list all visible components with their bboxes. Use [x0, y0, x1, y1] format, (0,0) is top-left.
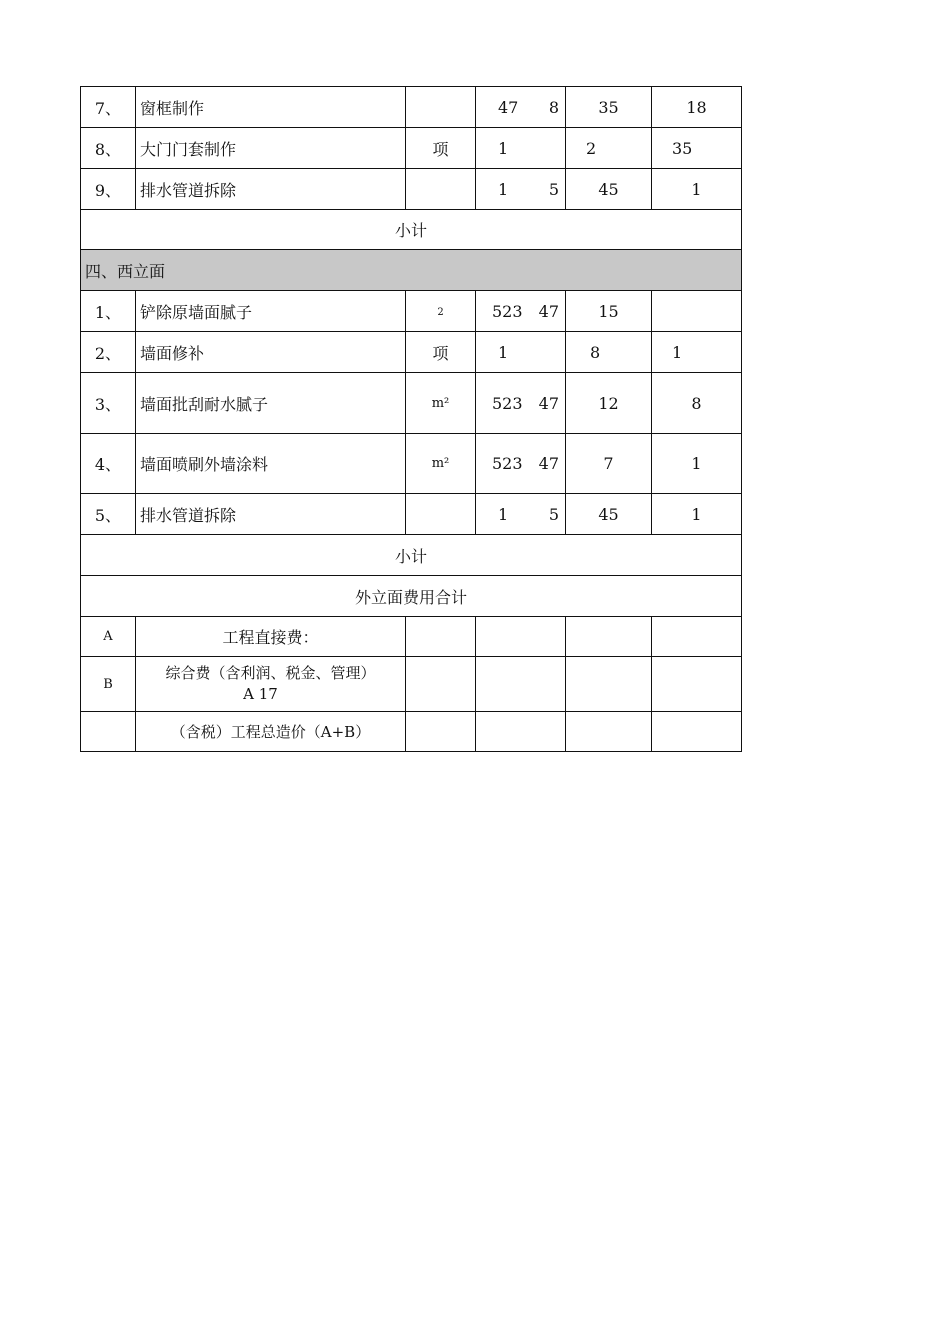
qty-int: 523: [492, 301, 523, 321]
item-name: 铲除原墙面腻子: [136, 291, 406, 332]
item-quantity: [476, 87, 566, 128]
item-unit: [406, 494, 476, 535]
summary-label: （含税）工程总造价（A+B）: [136, 712, 406, 752]
unit-price: 8: [566, 332, 652, 373]
line-total: 8: [652, 373, 742, 434]
qty-int: 523: [492, 393, 523, 413]
item-unit: [406, 291, 476, 332]
summary-cell: [566, 617, 652, 657]
line-total: 35: [652, 128, 742, 169]
unit-price: 45: [566, 494, 652, 535]
summary-letter: [81, 712, 136, 752]
row-index: 9、: [81, 169, 136, 210]
row-index: 4、: [81, 434, 136, 494]
summary-letter: A: [81, 617, 136, 657]
item-name: 窗框制作: [136, 87, 406, 128]
item-name: 墙面批刮耐水腻子: [136, 373, 406, 434]
qty-frac: 47: [538, 393, 559, 413]
qty-frac: 8: [548, 97, 559, 117]
summary-letter: B: [81, 657, 136, 712]
subtotal-row: [81, 535, 742, 576]
unit-price: 35: [566, 87, 652, 128]
summary-cell: [566, 657, 652, 712]
row-index: 8、: [81, 128, 136, 169]
item-name: 排水管道拆除: [136, 169, 406, 210]
summary-cell: [652, 712, 742, 752]
subtotal-row: [81, 210, 742, 250]
qty-int: 1: [498, 138, 509, 158]
item-name: 墙面修补: [136, 332, 406, 373]
item-name: 大门门套制作: [136, 128, 406, 169]
table-row: [81, 87, 742, 128]
subtotal-label: 小计: [81, 535, 742, 576]
item-unit: 项: [406, 332, 476, 373]
qty-frac: 5: [548, 504, 559, 524]
item-quantity: [476, 373, 566, 434]
item-unit: [406, 169, 476, 210]
item-unit: m²: [406, 434, 476, 494]
summary-cell: [476, 712, 566, 752]
line-total: 1: [652, 434, 742, 494]
line-total: 18: [652, 87, 742, 128]
summary-label-line1: 综合费（含利润、税金、管理）: [165, 664, 376, 682]
summary-cell: [406, 712, 476, 752]
line-total: 1: [652, 332, 742, 373]
unit-price: 15: [566, 291, 652, 332]
item-quantity: [476, 169, 566, 210]
row-index: 3、: [81, 373, 136, 434]
item-name: 排水管道拆除: [136, 494, 406, 535]
section-header-row: [81, 250, 742, 291]
row-index: 1、: [81, 291, 136, 332]
line-total: 1: [652, 494, 742, 535]
summary-row-b: [81, 657, 742, 712]
item-name: 墙面喷刷外墙涂料: [136, 434, 406, 494]
subtotal-label: 小计: [81, 210, 742, 250]
summary-cell: [652, 657, 742, 712]
unit-price: 12: [566, 373, 652, 434]
summary-cell: [652, 617, 742, 657]
item-quantity: [476, 434, 566, 494]
section-title: 四、西立面: [81, 250, 742, 291]
row-index: 5、: [81, 494, 136, 535]
grand-total-label: 外立面费用合计: [81, 576, 742, 617]
grand-total-row: [81, 576, 742, 617]
item-quantity: [476, 291, 566, 332]
table-row: [81, 434, 742, 494]
row-index: 2、: [81, 332, 136, 373]
summary-cell: [476, 657, 566, 712]
table-row: [81, 291, 742, 332]
summary-label: [136, 657, 406, 712]
table-row: [81, 332, 742, 373]
unit-superscript: 2: [437, 306, 444, 318]
line-total: 1: [652, 169, 742, 210]
summary-cell: [566, 712, 652, 752]
summary-label: 工程直接费：: [136, 617, 406, 657]
qty-int: 1: [498, 504, 509, 524]
qty-frac: 5: [548, 179, 559, 199]
line-total: [652, 291, 742, 332]
table-row: [81, 128, 742, 169]
unit-price: 45: [566, 169, 652, 210]
item-unit: m²: [406, 373, 476, 434]
qty-int: 523: [492, 454, 523, 473]
summary-cell: [406, 657, 476, 712]
item-unit: [406, 87, 476, 128]
summary-row-a: [81, 617, 742, 657]
summary-label-line2: A 17: [243, 685, 278, 703]
item-quantity: [476, 494, 566, 535]
qty-int: 1: [498, 179, 509, 199]
summary-cell: [406, 617, 476, 657]
summary-row-c: [81, 712, 742, 752]
qty-frac: 47: [538, 454, 559, 473]
item-unit: 项: [406, 128, 476, 169]
table-row: [81, 373, 742, 434]
qty-int: 1: [498, 342, 509, 362]
item-quantity: [476, 332, 566, 373]
unit-price: 7: [566, 434, 652, 494]
qty-int: 47: [498, 97, 519, 117]
summary-cell: [476, 617, 566, 657]
table-row: [81, 169, 742, 210]
unit-price: 2: [566, 128, 652, 169]
cost-estimate-table: [80, 86, 742, 752]
row-index: 7、: [81, 87, 136, 128]
item-quantity: [476, 128, 566, 169]
table-row: [81, 494, 742, 535]
qty-frac: 47: [538, 301, 559, 321]
